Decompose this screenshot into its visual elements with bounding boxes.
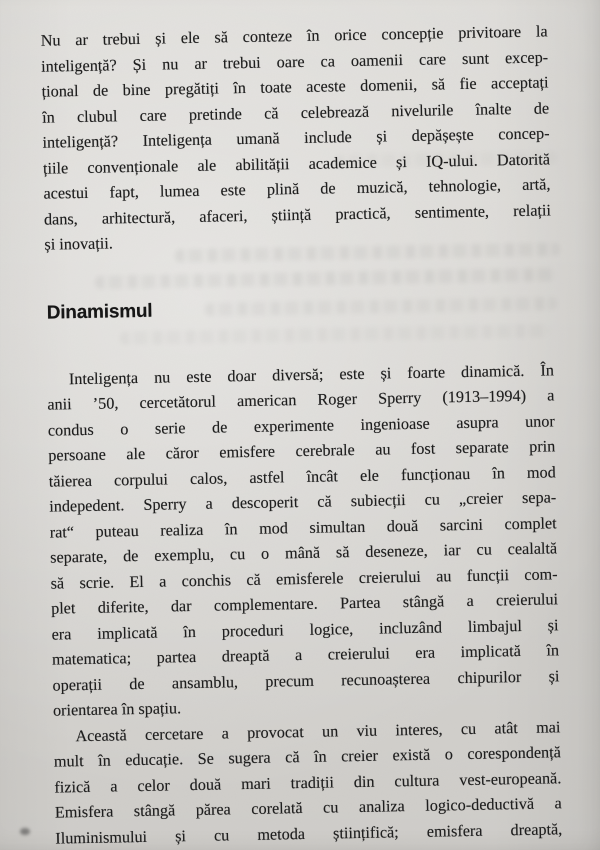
text-line: Nu ar trebui și ele să conteze în orice concepție privitoare la [40,22,548,50]
paragraph [53,715,562,850]
text-line: operații de ansamblu, precum recunoașterea chipurilor și [52,666,560,695]
text-line: era implicată în proceduri logice, incluzând limbajul și [51,615,559,644]
text-line: acestui fapt, lumea este plină de muzică, tehnologie, artă, [43,175,551,203]
section-heading: Dinamismul [46,300,153,324]
text-line: rat“ puteau realiza în mod simultan două sarcini complet [49,513,557,542]
paragraph [41,19,552,258]
page-text-block [41,19,563,850]
text-line: inteligență? Inteligența umană include și depășește concep- [42,124,550,152]
text-line: matematica; partea dreaptă a creierului era implicată în [51,641,560,669]
text-line: fizică a celor două mari tradiții din cultura vest-europeană. [54,768,562,797]
text-line: persoane ale căror emisfere cerebrale au fost separate prin [48,437,556,465]
text-line: dans, arhitectură, afaceri, știință practică, sentimente, relații [43,200,552,229]
text-line: țional de bine pregătiți în toate aceste domenii, să fie acceptați [41,73,549,101]
text-line: mult în educație. Se sugera că în creier există o corespondență [53,743,562,771]
text-line: indepedent. Sperry a descoperit că subiecții cu „creier sepa- [49,488,557,516]
text-line: țiile convenționale ale abilității academice și IQ-ului. Datorită [42,149,551,178]
text-line: inteligență? Și nu ar trebui oare ca oamenii care sunt excep- [41,47,549,76]
text-line: Această cercetare a provocat un viu interes, cu atât mai [75,717,561,745]
text-line: Iluminismului și cu metoda științifică; emisfera dreaptă, [55,819,563,848]
text-line: separate, de exemplu, cu o mână să deseneze, iar cu cealaltă [50,539,558,567]
text-line: în clubul care pretinde că celebrează nivelurile înalte de [41,98,550,127]
text-line: condus o serie de experimente ingenioase asupra unor [47,411,555,440]
scan-smudge [20,828,30,835]
text-line: să scrie. El a conchis că emisferele creierului au funcții com- [50,564,558,593]
text-line: și inovații. [44,234,113,254]
text-line: Emisfera stângă părea corelată cu analiza logico-deductivă a [54,794,562,822]
text-line: tăierea corpului calos, astfel încât ele funcționau în mod [48,462,556,491]
text-line: plet diferite, dar complementare. Partea stângă a creierului [50,590,559,618]
text-line: anii ’50, cercetătorul american Roger Sperry (1913–1994) a [47,386,555,414]
paragraph [47,358,560,724]
text-line: Inteligența nu este doar diversă; este și foarte dinamică. În [68,360,555,388]
text-line: orientarea în spațiu. [52,699,182,720]
